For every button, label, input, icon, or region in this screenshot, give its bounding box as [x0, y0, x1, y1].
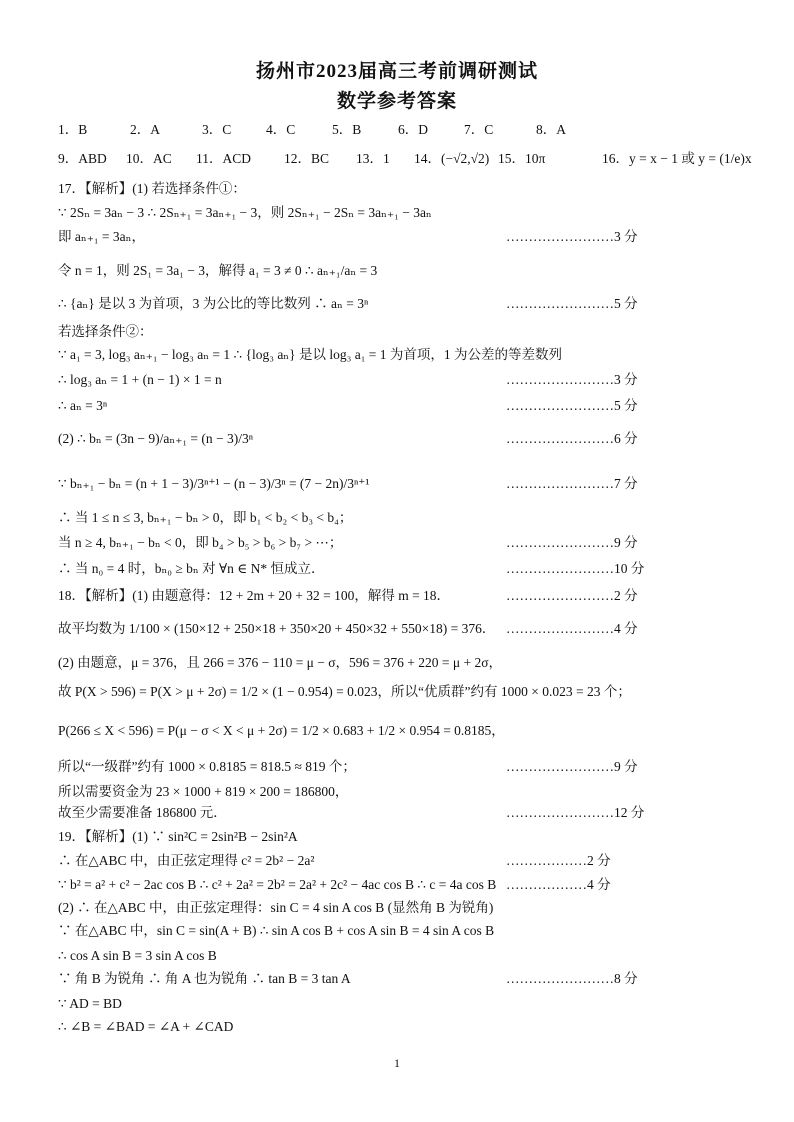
- solution-line: 当 n ≥ 4, bₙ₊₁ − bₙ < 0，即 b₄ > b₅ > b₆ > b₇ > ⋯；: [58, 535, 343, 550]
- solution-line: 所以需要资金为 23 × 1000 + 819 × 200 = 186800，: [58, 784, 349, 799]
- score-marker: ……………………3 分: [506, 372, 638, 387]
- score-marker: ………………2 分: [506, 853, 611, 868]
- score-marker: ……………………9 分: [506, 759, 638, 774]
- solution-line: P(266 ≤ X < 596) = P(μ − σ < X < μ + 2σ) = 1/2 × 0.683 + 1/2 × 0.954 = 0.8185，: [58, 723, 505, 738]
- score-marker: ……………………12 分: [506, 805, 645, 820]
- solution-line: ∵ 在△ABC 中，sin C = sin(A + B) ∴ sin A cos B + cos A sin B = 4 sin A cos B: [58, 923, 495, 938]
- score-marker: ……………………6 分: [506, 431, 638, 446]
- answer-item-1: 9．ABD: [58, 151, 107, 166]
- solution-line: 19．【解析】(1) ∵ sin²C = 2sin²B − 2sin²A: [58, 829, 298, 844]
- solution-line: ∵ b² = a² + c² − 2ac cos B ∴ c² + 2a² = 2b² = 2a² + 2c² − 4ac cos B ∴ c = 4a cos B: [58, 877, 497, 892]
- score-marker: ……………………3 分: [506, 229, 638, 244]
- answer-item-7: 15．10π: [498, 151, 546, 166]
- solution-line: (2) 由题意，μ = 376，且 266 = 376 − 110 = μ − σ，596 = 376 + 220 = μ + 2σ，: [58, 655, 503, 670]
- score-marker: ……………………10 分: [506, 561, 645, 576]
- solution-line: ∵ 2Sₙ = 3aₙ − 3 ∴ 2Sₙ₊₁ = 3aₙ₊₁ − 3，则 2Sₙ₊₁ − 2Sₙ = 3aₙ₊₁ − 3aₙ: [58, 205, 432, 220]
- answer-item-1: 1．B: [58, 122, 88, 137]
- solution-line: 令 n = 1，则 2S₁ = 3a₁ − 3，解得 a₁ = 3 ≠ 0 ∴ aₙ₊₁/aₙ = 3: [58, 263, 378, 278]
- answer-item-4: 4．C: [266, 122, 296, 137]
- solution-line: 故平均数为 1/100 × (150×12 + 250×18 + 350×20 + 450×32 + 550×18) = 376．: [58, 621, 496, 636]
- answer-item-8: 8．A: [536, 122, 566, 137]
- answer-item-3: 3．C: [202, 122, 232, 137]
- solution-line: ∵ AD = BD: [58, 996, 122, 1011]
- answer-item-2: 2．A: [130, 122, 160, 137]
- score-marker: ……………………9 分: [506, 535, 638, 550]
- page-title: 扬州市2023届高三考前调研测试: [255, 61, 538, 82]
- solution-line: ∴ 在△ABC 中，由正弦定理得 c² = 2b² − 2a²: [58, 853, 315, 868]
- solution-line: ∵ bₙ₊₁ − bₙ = (n + 1 − 3)/3ⁿ⁺¹ − (n − 3)/3ⁿ = (7 − 2n)/3ⁿ⁺¹: [58, 476, 370, 491]
- answer-item-3: 11．ACD: [196, 151, 252, 166]
- solution-line: 所以“一级群”约有 1000 × 0.8185 = 818.5 ≈ 819 个；: [58, 759, 356, 774]
- answer-item-2: 10．AC: [126, 151, 172, 166]
- answer-item-7: 7．C: [464, 122, 494, 137]
- answer-item-8: 16．y = x − 1 或 y = (1/e)x: [602, 151, 752, 166]
- answer-item-5: 5．B: [332, 122, 362, 137]
- score-marker: ……………………5 分: [506, 296, 638, 311]
- solution-line: ∴ aₙ = 3ⁿ: [58, 398, 108, 413]
- solution-line: ∵ a₁ = 3, log₃ aₙ₊₁ − log₃ aₙ = 1 ∴ {log₃ aₙ} 是以 log₃ a₁ = 1 为首项，1 为公差的等差数列: [58, 347, 563, 362]
- score-marker: ………………4 分: [506, 877, 611, 892]
- answer-item-6: 6．D: [398, 122, 428, 137]
- solution-line: ∴ cos A sin B = 3 sin A cos B: [58, 948, 217, 963]
- solution-line: ∴ {aₙ} 是以 3 为首项，3 为公比的等比数列 ∴ aₙ = 3ⁿ: [58, 296, 369, 311]
- score-marker: ……………………8 分: [506, 971, 638, 986]
- solution-line: 18．【解析】(1) 由题意得：12 + 2m + 20 + 32 = 100，解得 m = 18．: [58, 588, 451, 603]
- solution-line: ∴ log₃ aₙ = 1 + (n − 1) × 1 = n: [58, 372, 222, 387]
- score-marker: ……………………7 分: [506, 476, 638, 491]
- page-subtitle: 数学参考答案: [336, 91, 457, 112]
- solution-line: 17．【解析】(1) 若选择条件①：: [58, 181, 246, 196]
- solution-line: (2) ∴ 在△ABC 中，由正弦定理得：sin C = 4 sin A cos B (显然角 B 为锐角): [58, 900, 494, 915]
- answer-item-4: 12．BC: [284, 151, 330, 166]
- solution-line: ∴ 当 n₀ = 4 时，bₙ₀ ≥ bₙ 对 ∀n ∈ N* 恒成立．: [58, 561, 325, 576]
- solution-line: ∵ 角 B 为锐角 ∴ 角 A 也为锐角 ∴ tan B = 3 tan A: [58, 971, 351, 986]
- score-marker: ……………………4 分: [506, 621, 638, 636]
- solution-line: 若选择条件②：: [58, 324, 153, 339]
- answer-item-5: 13．1: [356, 151, 390, 166]
- solution-line: ∴ 当 1 ≤ n ≤ 3, bₙ₊₁ − bₙ > 0，即 b₁ < b₂ < b₃ < b₄；: [58, 510, 353, 525]
- solution-line: 即 aₙ₊₁ = 3aₙ，: [58, 229, 145, 244]
- solution-line: 故至少需要准备 186800 元．: [58, 805, 227, 820]
- answer-item-6: 14．(−√2,√2): [414, 151, 490, 166]
- solution-line: 故 P(X > 596) = P(X > μ + 2σ) = 1/2 × (1 − 0.954) = 0.023，所以“优质群”约有 1000 × 0.023 = 23 个；: [58, 684, 631, 699]
- solution-line: (2) ∴ bₙ = (3n − 9)/aₙ₊₁ = (n − 3)/3ⁿ: [58, 431, 254, 446]
- solution-line: ∴ ∠B = ∠BAD = ∠A + ∠CAD: [58, 1019, 234, 1034]
- score-marker: ……………………5 分: [506, 398, 638, 413]
- page-number: 1: [394, 1056, 400, 1070]
- score-marker: ……………………2 分: [506, 588, 638, 603]
